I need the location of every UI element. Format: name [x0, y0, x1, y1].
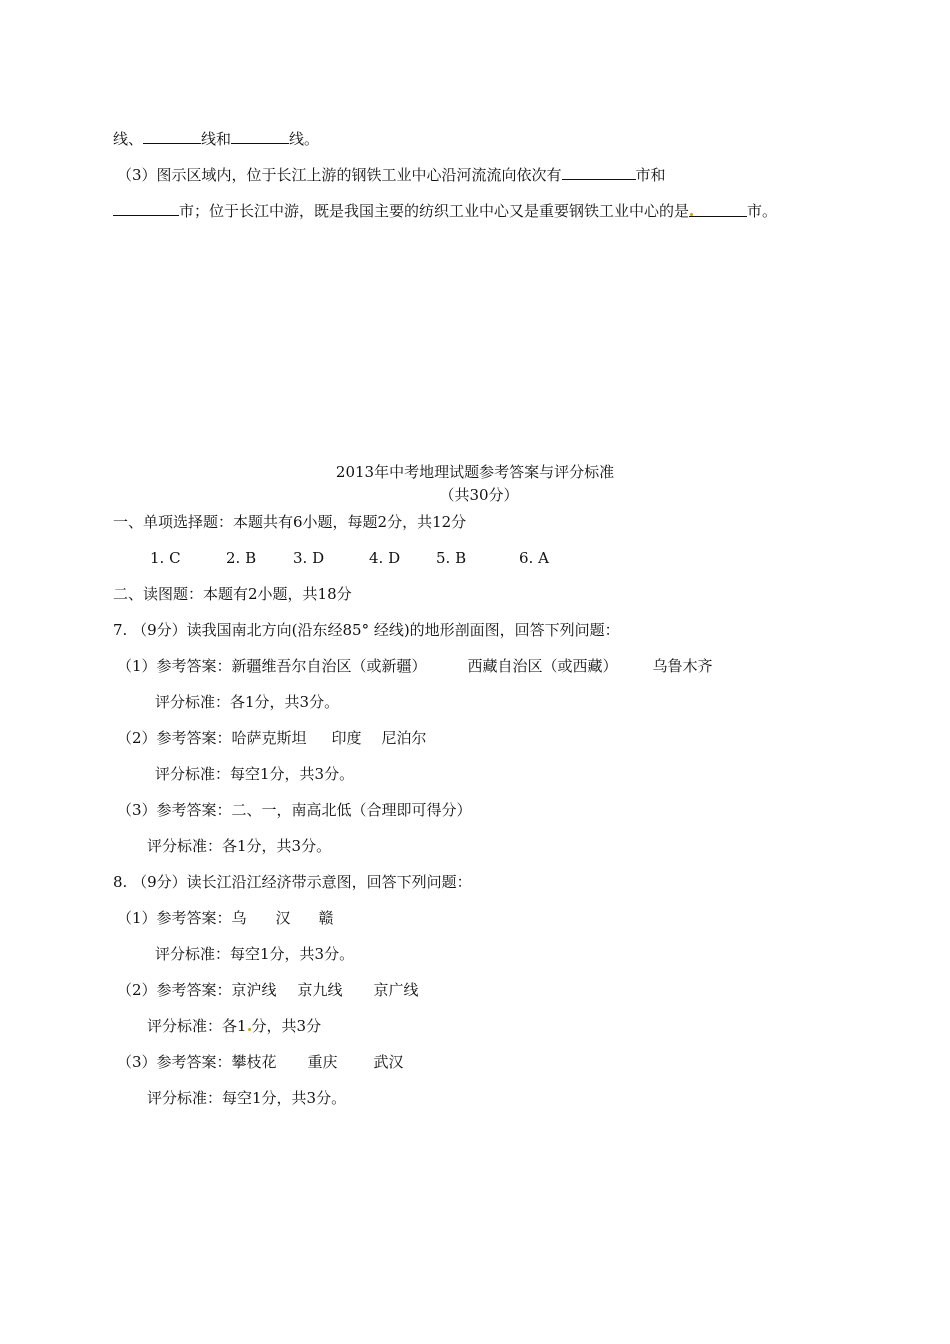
answer-blank [143, 128, 201, 144]
mc-answer: 1. C [150, 549, 181, 567]
q8-part2-standard: 评分标准：各1 分，共3分 [147, 1017, 322, 1035]
answer-blank [113, 200, 179, 216]
answer-title: 2013年中考地理试题参考答案与评分标准 [335, 463, 615, 481]
speck-mark [690, 213, 693, 216]
blank-line-1: 线、 线和 线。 [113, 130, 320, 148]
q8-part3-answer: （3）参考答案：攀枝花 重庆 武汉 [117, 1053, 404, 1071]
q8-part2-answer: （2）参考答案：京沪线 京九线 京广线 [117, 981, 419, 999]
q7-part2-answer: （2）参考答案：哈萨克斯坦 印度 尼泊尔 [117, 729, 427, 747]
answer-subtitle: （共30分） [439, 486, 519, 504]
q8-heading: 8. （9分）读长江沿江经济带示意图，回答下列问题： [113, 873, 472, 891]
mc-answer: 5. B [436, 549, 467, 567]
mc-answers [150, 548, 549, 568]
answer-blank [231, 128, 289, 144]
mc-answer: 6. A [519, 549, 549, 567]
q7-part2-standard: 评分标准：每空1分，共3分。 [155, 765, 355, 783]
q7-part1-standard: 评分标准：各1分，共3分。 [155, 693, 340, 711]
q7-part3-standard: 评分标准：各1分，共3分。 [147, 837, 332, 855]
q8-part1-answer: （1）参考答案：乌 汉 赣 [117, 909, 334, 927]
q7-heading: 7. （9分）读我国南北方向(沿东经85° 经线)的地形剖面图，回答下列问题： [113, 621, 620, 639]
mc-answer: 4. D [369, 549, 401, 567]
blank-line-3: 市；位于长江中游，既是我国主要的纺织工业中心又是重要钢铁工业中心的是 市。 [113, 200, 777, 221]
blank-line-2: （3）图示区域内，位于长江上游的钢铁工业中心沿河流流向依次有 市和 [117, 166, 666, 184]
section-1-heading: 一、单项选择题：本题共有6小题，每题2分，共12分 [113, 513, 467, 531]
q7-part3-answer: （3）参考答案：二、一，南高北低（合理即可得分） [117, 801, 472, 819]
section-2-heading: 二、读图题：本题有2小题，共18分 [113, 585, 352, 603]
q8-part1-standard: 评分标准：每空1分，共3分。 [155, 945, 355, 963]
q7-part1-answer: （1）参考答案：新疆维吾尔自治区（或新疆） 西藏自治区（或西藏） 乌鲁木齐 [117, 657, 713, 675]
q8-part3-standard: 评分标准：每空1分，共3分。 [147, 1089, 347, 1107]
answer-blank [562, 164, 636, 180]
mc-answer: 3. D [293, 549, 325, 567]
speck-mark [248, 1028, 251, 1031]
answer-blank [689, 201, 747, 217]
mc-answer: 2. B [226, 549, 257, 567]
